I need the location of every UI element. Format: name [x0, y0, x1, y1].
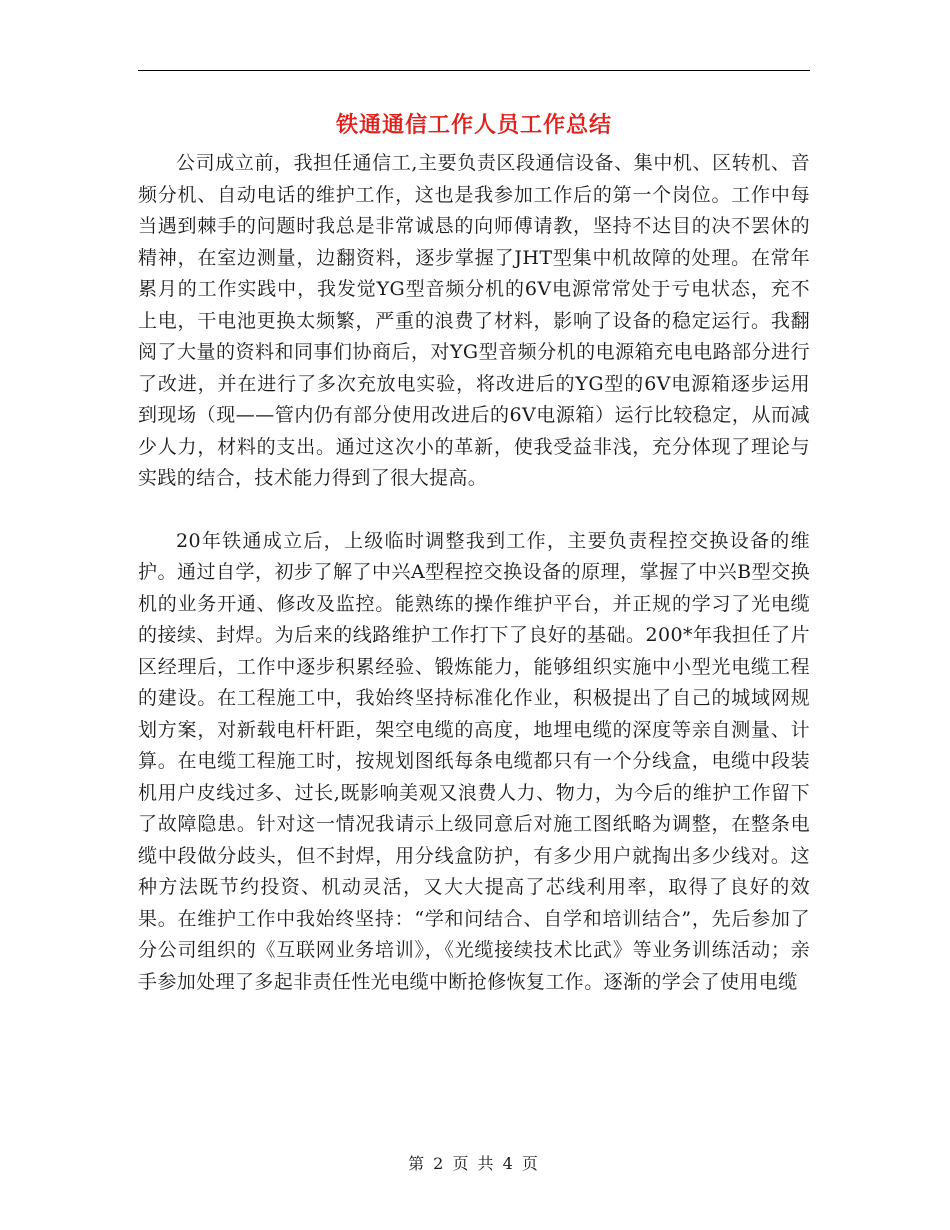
paragraph-1: 公司成立前，我担任通信工,主要负责区段通信设备、集中机、区转机、音频分机、自动电话的维护工作，这也是我参加工作后的第一个岗位。工作中每当遇到棘手的问题时我总是非常诚恳的向师傅请教，坚持不达目的决不罢休的精神，在室边测量，边翻资料，逐步掌握了JHT型集中机故障的处理。在常年累月的工作实践中，我发觉YG型音频分机的6V电源常常处于亏电状态，充不上电，干电池更换太频繁，严重的浪费了材料，影响了设备的稳定运行。我翻阅了大量的资料和同事们协商后，对YG型音频分机的电源箱充电电路部分进行了改进，并在进行了多次充放电实验，将改进后的YG型的6V电源箱逐步运用到现场（现——管内仍有部分使用改进后的6V电源箱）运行比较稳定，从而减少人力，材料的支出。通过这次小的革新，使我受益非浅，充分体现了理论与实践的结合，技术能力得到了很大提高。: [138, 152, 810, 489]
header-rule: [138, 70, 810, 71]
document-body: [138, 148, 810, 998]
document-title: 铁通通信工作人员工作总结: [335, 112, 612, 138]
paragraph-2: 20年铁通成立后，上级临时调整我到工作，主要负责程控交换设备的维护。通过自学，初步了解了中兴A型程控交换设备的原理，掌握了中兴B型交换机的业务开通、修改及监控。能熟练的操作维护平台，并正规的学习了光电缆的接续、封焊。为后来的线路维护工作打下了良好的基础。200*年我担任了片区经理后，工作中逐步积累经验、锻炼能力，能够组织实施中小型光电缆工程的建设。在工程施工中，我始终坚持标准化作业，积极提出了自己的城域网规划方案，对新载电杆杆距，架空电缆的高度，地埋电缆的深度等亲自测量、计算。在电缆工程施工时，按规划图纸每条电缆都只有一个分线盒，电缆中段装机用户皮线过多、过长,既影响美观又浪费人力、物力，为今后的维护工作留下了故障隐患。针对这一情况我请示上级同意后对施工图纸略为调整，在整条电缆中段做分歧头，但不封焊，用分线盒防护，有多少用户就掏出多少线对。这种方法既节约投资、机动灵活，又大大提高了芯线利用率，取得了良好的效果。在维护工作中我始终坚持：“学和问结合、自学和培训结合”，先后参加了分公司组织的《互联网业务培训》，《光缆接续技术比武》等业务训练活动；亲手参加处理了多起非责任性光电缆中断抢修恢复工作。逐渐的学会了使用电缆: [138, 529, 810, 993]
page-number-footer: 第 2 页 共 4 页: [408, 1154, 540, 1173]
